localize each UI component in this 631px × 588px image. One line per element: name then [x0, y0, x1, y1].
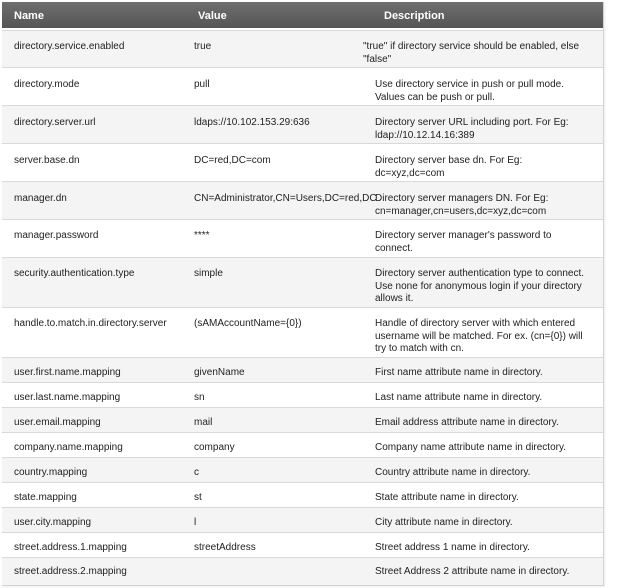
column-header-value: Value: [198, 10, 227, 22]
cell-value: mail: [194, 417, 213, 428]
cell-name: company.name.mapping: [14, 442, 123, 453]
cell-value: ldaps://10.102.153.29:636: [194, 117, 310, 128]
cell-description: Country attribute name in directory.: [375, 467, 531, 478]
cell-value: st: [194, 492, 202, 503]
table-row: [2, 557, 603, 586]
cell-name: user.email.mapping: [14, 417, 101, 428]
cell-description: Use directory service in push or pull mode. Values can be push or pull.: [375, 79, 564, 103]
cell-description: Directory server authentication type to connect. Use none for anonymous login if your directory allows it.: [375, 268, 584, 304]
cell-value: sn: [194, 392, 205, 403]
table-row: [2, 181, 603, 219]
table-row: [2, 382, 603, 407]
cell-description: City attribute name in directory.: [375, 517, 513, 528]
cell-value: pull: [194, 79, 210, 90]
cell-name: manager.dn: [14, 193, 67, 204]
table-row: [2, 30, 603, 67]
cell-value: ****: [194, 230, 210, 241]
cell-name: directory.mode: [14, 79, 80, 90]
cell-value: l: [194, 517, 197, 528]
table-header: [2, 2, 603, 28]
column-header-name: Name: [14, 10, 44, 22]
cell-value: true: [194, 41, 212, 52]
cell-value: (sAMAccountName={0}): [194, 318, 302, 329]
cell-name: directory.server.url: [14, 117, 96, 128]
cell-name: handle.to.match.in.directory.server: [14, 318, 167, 329]
table-row: [2, 457, 603, 482]
table-row: [2, 532, 603, 557]
table-row: [2, 507, 603, 532]
table-row: [2, 143, 603, 181]
table-row: [2, 257, 603, 307]
cell-description: Street Address 2 attribute name in directory.: [375, 566, 570, 577]
cell-description: Directory server URL including port. For Eg: ldap://10.12.14.16:389: [375, 117, 569, 141]
cell-description: "true" if directory service should be enabled, else "false": [363, 41, 580, 65]
cell-name: user.city.mapping: [14, 517, 92, 528]
cell-description: Email address attribute name in directory.: [375, 417, 559, 428]
cell-name: country.mapping: [14, 467, 88, 478]
cell-name: server.base.dn: [14, 155, 80, 166]
table-row: [2, 307, 603, 357]
table-row: [2, 67, 603, 105]
cell-description: Directory server manager's password to connect.: [375, 230, 552, 254]
cell-name: security.authentication.type: [14, 268, 135, 279]
cell-description: Handle of directory server with which entered username will be matched. For ex. (cn={0}) will try to match with cn.: [375, 318, 583, 354]
cell-description: Street address 1 name in directory.: [375, 542, 530, 553]
cell-name: directory.service.enabled: [14, 41, 125, 52]
table-row: [2, 105, 603, 143]
table-row: [2, 219, 603, 257]
cell-value: c: [194, 467, 199, 478]
table-row: [2, 357, 603, 382]
cell-value: company: [194, 442, 235, 453]
cell-name: street.address.2.mapping: [14, 566, 127, 577]
column-header-description: Description: [384, 10, 445, 22]
cell-value: DC=red,DC=com: [194, 155, 271, 166]
cell-description: Directory server base dn. For Eg: dc=xyz,dc=com: [375, 155, 523, 179]
cell-name: street.address.1.mapping: [14, 542, 127, 553]
table-row: [2, 407, 603, 432]
cell-description: Company name attribute name in directory.: [375, 442, 567, 453]
cell-name: state.mapping: [14, 492, 77, 503]
cell-name: user.first.name.mapping: [14, 367, 121, 378]
table-row: [2, 432, 603, 457]
cell-description: Last name attribute name in directory.: [375, 392, 543, 403]
cell-name: user.last.name.mapping: [14, 392, 121, 403]
cell-value: streetAddress: [194, 542, 256, 553]
cell-value: simple: [194, 268, 223, 279]
cell-name: manager.password: [14, 230, 99, 241]
cell-value: CN=Administrator,CN=Users,DC=red,DC: [194, 193, 377, 204]
cell-description: State attribute name in directory.: [375, 492, 519, 503]
cell-description: Directory server managers DN. For Eg: cn=manager,cn=users,dc=xyz,dc=com: [375, 193, 549, 217]
cell-description: First name attribute name in directory.: [375, 367, 543, 378]
cell-value: givenName: [194, 367, 245, 378]
table-row: [2, 482, 603, 507]
properties-table: [2, 2, 604, 586]
